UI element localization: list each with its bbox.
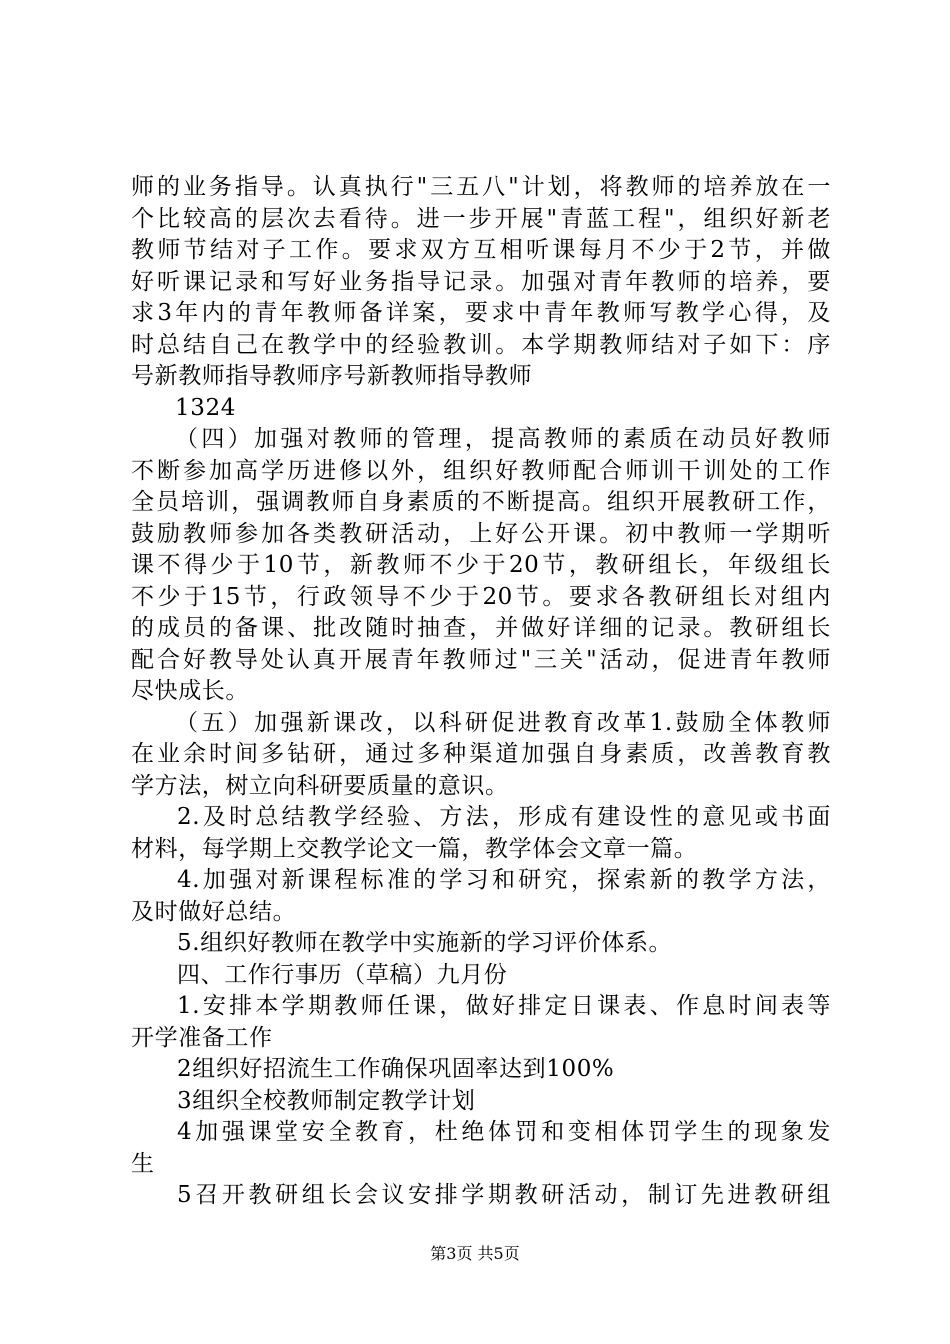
text-line: 鼓励教师参加各类教研活动，上好公开课。初中教师一学期听 bbox=[131, 520, 831, 547]
text-line: 时总结自己在教学中的经验教训。本学期教师结对子如下：序 bbox=[131, 331, 831, 358]
numbered-item-line: 4加强课堂安全教育，杜绝体罚和变相体罚学生的现象发 bbox=[177, 1119, 831, 1145]
section-heading-line: 四、工作行事历（草稿）九月份 bbox=[177, 961, 508, 988]
text-line: 配合好教导处认真开展青年教师过"三关"活动，促进青年教师 bbox=[131, 646, 831, 673]
paragraph-heading-line: （五）加强新课改，以科研促进教育改革1.鼓励全体教师 bbox=[175, 709, 831, 736]
paragraph-heading-line: （四）加强对教师的管理，提高教师的素质在动员好教师 bbox=[175, 426, 831, 452]
numbered-item-line: 4.加强对新课程标准的学习和研究，探索新的教学方法， bbox=[177, 867, 831, 893]
numbered-item-line: 3组织全校教师制定教学计划 bbox=[177, 1087, 476, 1114]
numbered-item-line: 1.安排本学期教师任课，做好排定日课表、作息时间表等 bbox=[177, 993, 831, 1019]
text-line: 师的业务指导。认真执行"三五八"计划，将教师的培养放在一 bbox=[131, 174, 831, 200]
text-line: 在业余时间多钻研，通过多种渠道加强自身素质，改善教育教 bbox=[131, 741, 831, 767]
text-line: 学方法，树立向科研要质量的意识。 bbox=[131, 772, 509, 799]
page-footer: 第3页 共5页 bbox=[430, 1244, 520, 1263]
text-line: 全员培训，强调教师自身素质的不断提高。组织开展教研工作， bbox=[131, 489, 831, 515]
text-line: 尽快成长。 bbox=[131, 678, 249, 704]
text-line: 的成员的备课、批改随时抽查，并做好详细的记录。教研组长 bbox=[131, 615, 831, 641]
text-line: 材料，每学期上交教学论文一篇，教学体会文章一篇。 bbox=[131, 835, 698, 862]
numbered-item-line: 2.及时总结教学经验、方法，形成有建设性的意见或书面 bbox=[177, 804, 831, 830]
text-line: 及时做好总结。 bbox=[131, 898, 297, 925]
numbered-item-line: 5.组织好教师在教学中实施新的学习评价体系。 bbox=[177, 930, 673, 956]
text-line: 开学准备工作 bbox=[131, 1024, 273, 1051]
text-line: 个比较高的层次去看待。进一步开展"青蓝工程"，组织好新老 bbox=[131, 205, 831, 232]
table-number-line: 1324 bbox=[175, 394, 236, 421]
text-line: 教师节结对子工作。要求双方互相听课每月不少于2节，并做 bbox=[131, 237, 831, 263]
text-line: 好听课记录和写好业务指导记录。加强对青年教师的培养，要 bbox=[131, 268, 831, 295]
text-line: 课不得少于10节，新教师不少于20节，教研组长，年级组长 bbox=[131, 552, 831, 578]
text-line: 号新教师指导教师序号新教师指导教师 bbox=[131, 363, 533, 389]
text-line: 不少于15节，行政领导不少于20节。要求各教研组长对组内 bbox=[131, 583, 831, 610]
text-line: 生 bbox=[131, 1150, 155, 1177]
numbered-item-line: 2组织好招流生工作确保巩固率达到100% bbox=[177, 1056, 615, 1082]
numbered-item-line: 5召开教研组长会议安排学期教研活动，制订先进教研组 bbox=[177, 1182, 831, 1208]
text-line: 不断参加高学历进修以外，组织好教师配合师训干训处的工作 bbox=[131, 457, 831, 484]
text-line: 求3年内的青年教师备详案，要求中青年教师写教学心得，及 bbox=[131, 300, 831, 326]
document-body bbox=[131, 172, 831, 1212]
